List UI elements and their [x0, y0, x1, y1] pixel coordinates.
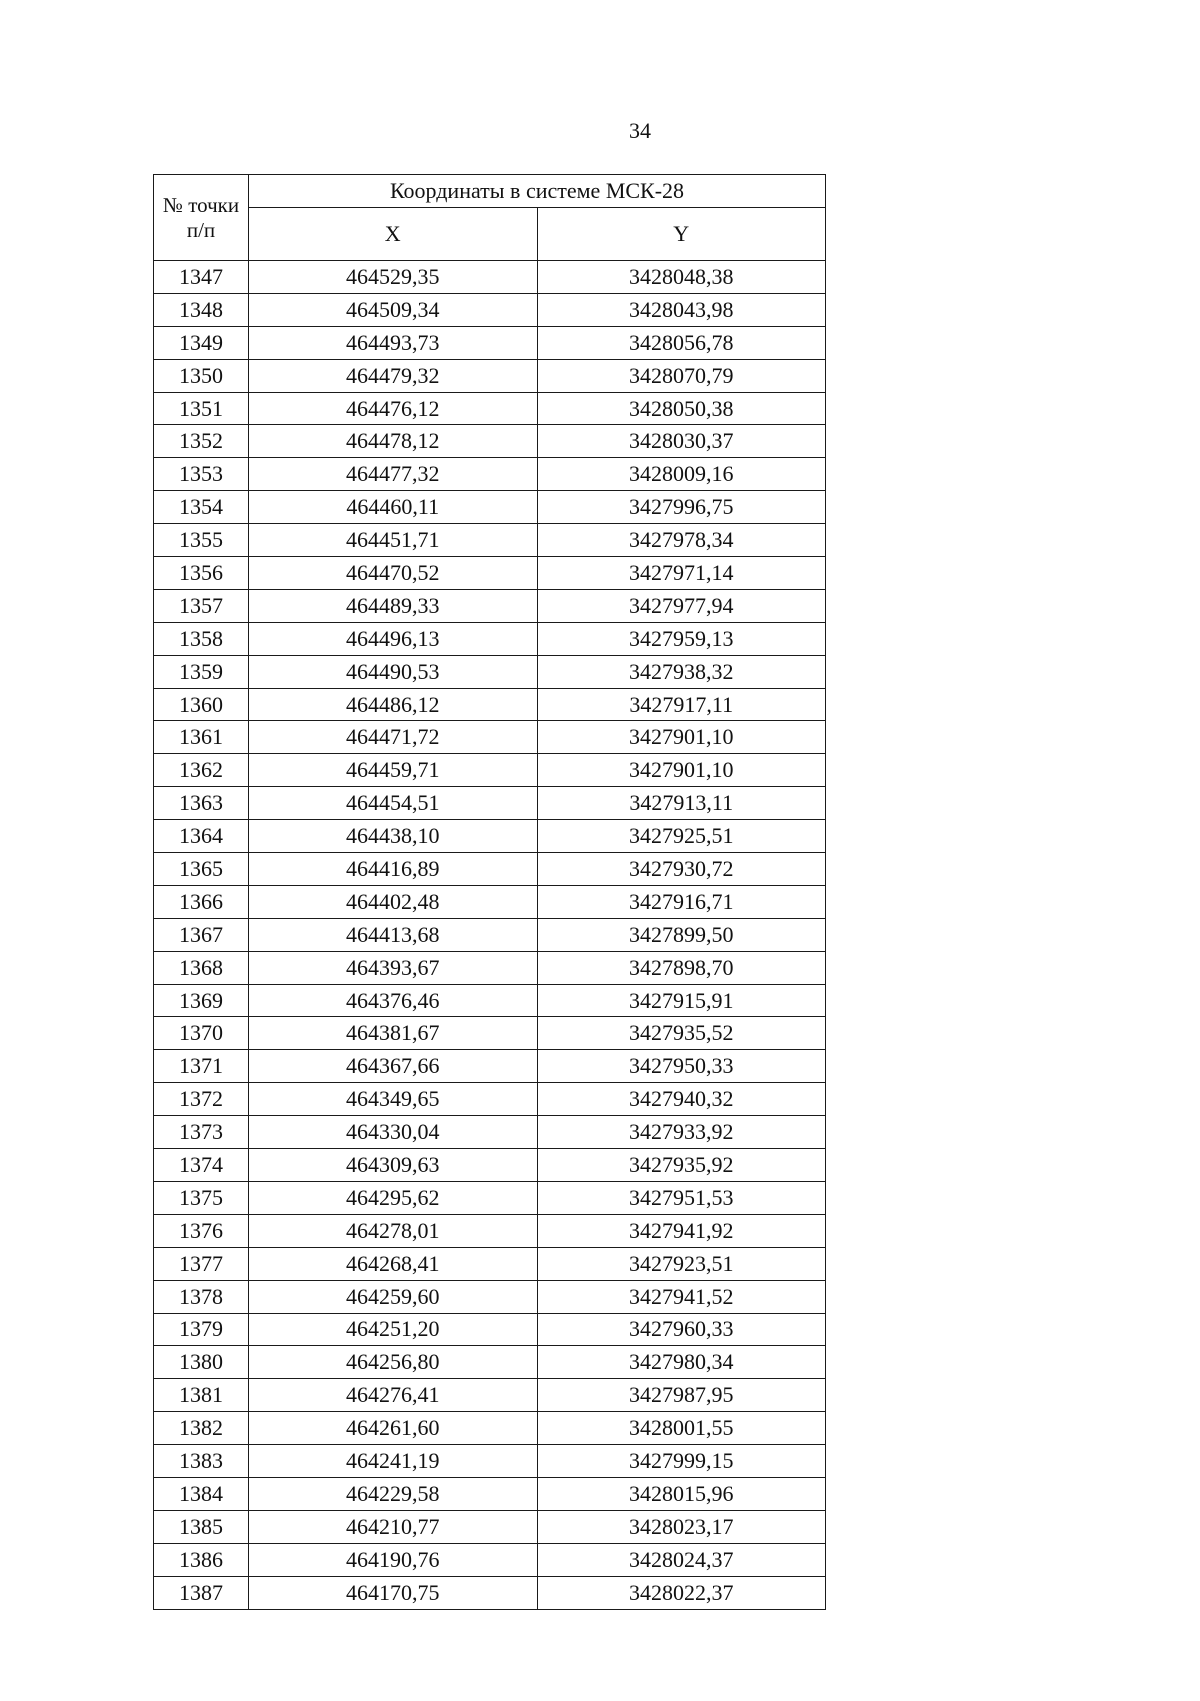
point-number-cell: 1387: [154, 1576, 249, 1609]
x-coordinate-cell: 464278,01: [249, 1214, 538, 1247]
y-coordinate-cell: 3427935,52: [537, 1017, 826, 1050]
y-coordinate-cell: 3427941,52: [537, 1280, 826, 1313]
x-coordinate-cell: 464295,62: [249, 1181, 538, 1214]
point-number-cell: 1374: [154, 1149, 249, 1182]
point-number-cell: 1367: [154, 918, 249, 951]
x-coordinate-cell: 464170,75: [249, 1576, 538, 1609]
point-number-cell: 1358: [154, 622, 249, 655]
x-coordinate-cell: 464459,71: [249, 754, 538, 787]
point-number-cell: 1377: [154, 1247, 249, 1280]
table-row: [154, 951, 826, 984]
y-coordinate-cell: 3428024,37: [537, 1543, 826, 1576]
table-row: [154, 1149, 826, 1182]
x-coordinate-cell: 464376,46: [249, 984, 538, 1017]
y-coordinate-cell: 3428070,79: [537, 359, 826, 392]
y-coordinate-cell: 3427950,33: [537, 1050, 826, 1083]
x-coordinate-cell: 464251,20: [249, 1313, 538, 1346]
point-number-cell: 1349: [154, 326, 249, 359]
y-coordinate-cell: 3428043,98: [537, 293, 826, 326]
x-coordinate-cell: 464479,32: [249, 359, 538, 392]
table-body: [154, 261, 826, 1610]
table-row: [154, 524, 826, 557]
y-coordinate-cell: 3427917,11: [537, 688, 826, 721]
table-row: [154, 1280, 826, 1313]
point-number-cell: 1365: [154, 853, 249, 886]
table-row: [154, 885, 826, 918]
y-coordinate-cell: 3428050,38: [537, 392, 826, 425]
y-coordinate-cell: 3427938,32: [537, 655, 826, 688]
y-coordinate-cell: 3427941,92: [537, 1214, 826, 1247]
y-coordinate-cell: 3427901,10: [537, 721, 826, 754]
point-number-header: № точки п/п: [154, 175, 249, 261]
table-row: [154, 688, 826, 721]
page-number: 34: [629, 118, 651, 143]
table-row: [154, 1017, 826, 1050]
table-row: [154, 622, 826, 655]
point-number-cell: 1372: [154, 1083, 249, 1116]
table-row: [154, 655, 826, 688]
y-coordinate-cell: 3427996,75: [537, 491, 826, 524]
point-number-cell: 1352: [154, 425, 249, 458]
point-number-cell: 1381: [154, 1379, 249, 1412]
x-coordinate-cell: 464261,60: [249, 1412, 538, 1445]
table-row: [154, 1050, 826, 1083]
x-coordinate-cell: 464489,33: [249, 589, 538, 622]
x-coordinate-cell: 464276,41: [249, 1379, 538, 1412]
y-coordinate-cell: 3427930,72: [537, 853, 826, 886]
y-coordinate-cell: 3427977,94: [537, 589, 826, 622]
point-number-cell: 1348: [154, 293, 249, 326]
y-coordinate-cell: 3427933,92: [537, 1116, 826, 1149]
y-coordinate-cell: 3428030,37: [537, 425, 826, 458]
point-number-cell: 1360: [154, 688, 249, 721]
table-row: [154, 853, 826, 886]
x-coordinate-cell: 464493,73: [249, 326, 538, 359]
x-coordinate-cell: 464490,53: [249, 655, 538, 688]
y-coordinate-cell: 3428015,96: [537, 1477, 826, 1510]
y-coordinate-cell: 3427915,91: [537, 984, 826, 1017]
y-coordinate-cell: 3427971,14: [537, 557, 826, 590]
x-coordinate-cell: 464477,32: [249, 458, 538, 491]
y-coordinate-cell: 3427923,51: [537, 1247, 826, 1280]
y-coordinate-cell: 3427916,71: [537, 885, 826, 918]
y-coordinate-cell: 3427899,50: [537, 918, 826, 951]
x-coordinate-cell: 464478,12: [249, 425, 538, 458]
y-coordinate-cell: 3427959,13: [537, 622, 826, 655]
point-number-cell: 1383: [154, 1445, 249, 1478]
y-coordinate-cell: 3428009,16: [537, 458, 826, 491]
point-number-cell: 1370: [154, 1017, 249, 1050]
point-number-cell: 1354: [154, 491, 249, 524]
table-row: [154, 425, 826, 458]
x-coordinate-cell: 464330,04: [249, 1116, 538, 1149]
x-coordinate-cell: 464438,10: [249, 820, 538, 853]
point-number-cell: 1366: [154, 885, 249, 918]
coordinates-table: [153, 174, 826, 1610]
point-number-cell: 1355: [154, 524, 249, 557]
x-coordinate-cell: 464460,11: [249, 491, 538, 524]
y-coordinate-cell: 3427925,51: [537, 820, 826, 853]
y-coordinate-cell: 3427999,15: [537, 1445, 826, 1478]
point-number-cell: 1380: [154, 1346, 249, 1379]
table-row: [154, 359, 826, 392]
point-number-cell: 1357: [154, 589, 249, 622]
point-number-cell: 1362: [154, 754, 249, 787]
x-coordinate-cell: 464349,65: [249, 1083, 538, 1116]
point-number-cell: 1384: [154, 1477, 249, 1510]
point-number-cell: 1373: [154, 1116, 249, 1149]
x-coordinate-cell: 464190,76: [249, 1543, 538, 1576]
point-number-cell: 1359: [154, 655, 249, 688]
point-number-cell: 1371: [154, 1050, 249, 1083]
y-coordinate-cell: 3427980,34: [537, 1346, 826, 1379]
x-coordinate-cell: 464229,58: [249, 1477, 538, 1510]
x-coordinate-cell: 464268,41: [249, 1247, 538, 1280]
y-coordinate-cell: 3427940,32: [537, 1083, 826, 1116]
table-row: [154, 589, 826, 622]
table-row: [154, 1543, 826, 1576]
table-row: [154, 1477, 826, 1510]
point-number-cell: 1376: [154, 1214, 249, 1247]
x-coordinate-cell: 464367,66: [249, 1050, 538, 1083]
x-coordinate-cell: 464309,63: [249, 1149, 538, 1182]
point-number-cell: 1353: [154, 458, 249, 491]
table-row: [154, 261, 826, 294]
x-coordinate-cell: 464210,77: [249, 1510, 538, 1543]
table-row: [154, 1346, 826, 1379]
y-coordinate-cell: 3428048,38: [537, 261, 826, 294]
point-number-cell: 1379: [154, 1313, 249, 1346]
table-row: [154, 1247, 826, 1280]
x-coordinate-cell: 464496,13: [249, 622, 538, 655]
x-coordinate-cell: 464256,80: [249, 1346, 538, 1379]
x-coordinate-cell: 464402,48: [249, 885, 538, 918]
point-number-cell: 1368: [154, 951, 249, 984]
table-row: [154, 754, 826, 787]
x-coordinate-cell: 464454,51: [249, 787, 538, 820]
table-row: [154, 458, 826, 491]
table-row: [154, 918, 826, 951]
point-number-cell: 1350: [154, 359, 249, 392]
x-coordinate-cell: 464471,72: [249, 721, 538, 754]
x-coordinate-cell: 464470,52: [249, 557, 538, 590]
point-number-cell: 1364: [154, 820, 249, 853]
x-coordinate-cell: 464416,89: [249, 853, 538, 886]
table-row: [154, 1214, 826, 1247]
table-row: [154, 721, 826, 754]
x-coordinate-cell: 464451,71: [249, 524, 538, 557]
y-coordinate-cell: 3427987,95: [537, 1379, 826, 1412]
table-row: [154, 1445, 826, 1478]
table-row: [154, 1576, 826, 1609]
table-header-row-group: [154, 175, 826, 208]
y-coordinate-cell: 3427951,53: [537, 1181, 826, 1214]
table-row: [154, 984, 826, 1017]
point-number-cell: 1363: [154, 787, 249, 820]
x-coordinate-cell: 464476,12: [249, 392, 538, 425]
x-coordinate-cell: 464241,19: [249, 1445, 538, 1478]
table-row: [154, 557, 826, 590]
table-row: [154, 1083, 826, 1116]
table-row: [154, 1181, 826, 1214]
point-number-cell: 1382: [154, 1412, 249, 1445]
table-header-row-axes: [154, 208, 826, 261]
table-row: [154, 1116, 826, 1149]
point-number-cell: 1351: [154, 392, 249, 425]
table-row: [154, 1510, 826, 1543]
y-column-header: Y: [537, 208, 826, 261]
x-coordinate-cell: 464259,60: [249, 1280, 538, 1313]
table-header: [154, 175, 826, 261]
table-row: [154, 392, 826, 425]
coordinate-system-header: Координаты в системе МСК-28: [249, 175, 826, 208]
point-number-cell: 1386: [154, 1543, 249, 1576]
y-coordinate-cell: 3428056,78: [537, 326, 826, 359]
x-coordinate-cell: 464393,67: [249, 951, 538, 984]
table-row: [154, 1313, 826, 1346]
table-row: [154, 787, 826, 820]
point-number-cell: 1361: [154, 721, 249, 754]
x-coordinate-cell: 464381,67: [249, 1017, 538, 1050]
x-column-header: X: [249, 208, 538, 261]
x-coordinate-cell: 464509,34: [249, 293, 538, 326]
table-row: [154, 820, 826, 853]
point-number-cell: 1356: [154, 557, 249, 590]
y-coordinate-cell: 3427913,11: [537, 787, 826, 820]
point-number-cell: 1378: [154, 1280, 249, 1313]
table-row: [154, 1412, 826, 1445]
y-coordinate-cell: 3427898,70: [537, 951, 826, 984]
y-coordinate-cell: 3427978,34: [537, 524, 826, 557]
x-coordinate-cell: 464413,68: [249, 918, 538, 951]
point-number-cell: 1375: [154, 1181, 249, 1214]
x-coordinate-cell: 464486,12: [249, 688, 538, 721]
y-coordinate-cell: 3427901,10: [537, 754, 826, 787]
table-row: [154, 293, 826, 326]
table-row: [154, 491, 826, 524]
y-coordinate-cell: 3428023,17: [537, 1510, 826, 1543]
y-coordinate-cell: 3427960,33: [537, 1313, 826, 1346]
y-coordinate-cell: 3428022,37: [537, 1576, 826, 1609]
x-coordinate-cell: 464529,35: [249, 261, 538, 294]
y-coordinate-cell: 3427935,92: [537, 1149, 826, 1182]
y-coordinate-cell: 3428001,55: [537, 1412, 826, 1445]
table-row: [154, 326, 826, 359]
point-number-cell: 1369: [154, 984, 249, 1017]
table-row: [154, 1379, 826, 1412]
point-number-cell: 1347: [154, 261, 249, 294]
point-number-cell: 1385: [154, 1510, 249, 1543]
